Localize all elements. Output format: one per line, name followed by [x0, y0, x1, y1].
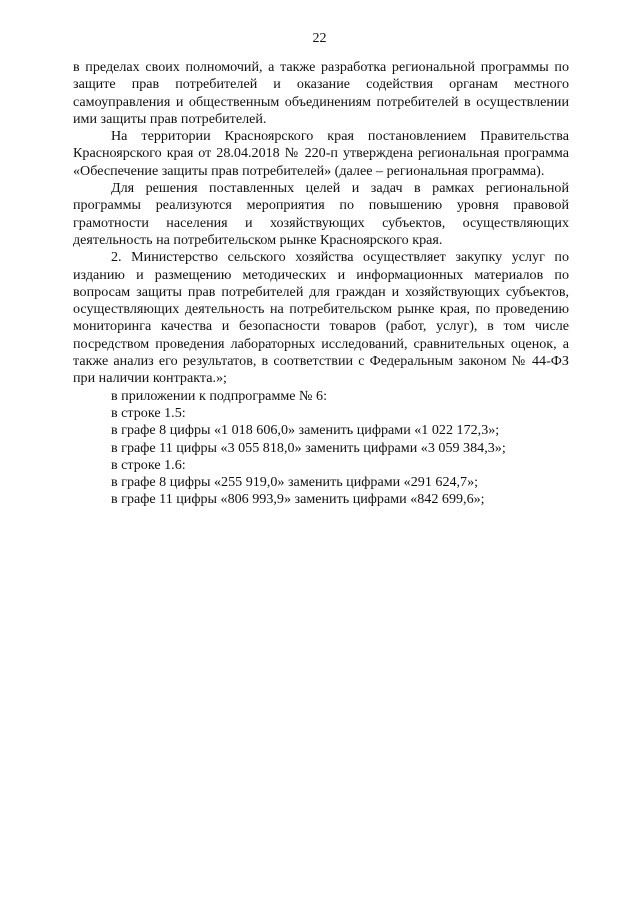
paragraph-regional-program: На территории Красноярского края постановлением Правительства Красноярского края от 28.04.2018 № 220-п утверждена региональная программа «Обеспечение защиты прав потребителей» (далее – региональная программа).: [73, 128, 569, 179]
amendment-line: в приложении к подпрограмме № 6:: [111, 387, 327, 404]
document-body: [73, 59, 569, 509]
amendment-line: в графе 8 цифры «255 919,0» заменить цифрами «291 624,7»;: [111, 474, 479, 491]
amendment-line: в строке 1.5:: [111, 404, 186, 421]
amendment-line: в строке 1.6:: [111, 456, 186, 473]
paragraph-continuation: в пределах своих полномочий, а также разработка региональной программы по защите прав потребителей и оказание содействия органам местного самоуправления и общественным объединениям потребителей в осуществлении ими защиты прав потребителей.: [73, 59, 569, 127]
amendment-line: в графе 8 цифры «1 018 606,0» заменить цифрами «1 022 172,3»;: [111, 422, 500, 439]
page-number: 22: [312, 31, 327, 46]
amendment-line: в графе 11 цифры «806 993,9» заменить цифрами «842 699,6»;: [111, 491, 485, 508]
paragraph-ministry-procurement: 2. Министерство сельского хозяйства осуществляет закупку услуг по изданию и размещению методических и информационных материалов по вопросам защиты прав потребителей для граждан и хозяйствующих субъектов, осуществляющих деятельность на потребительском рынке края, по проведению мониторинга качества и безопасности товаров (работ, услуг), в том числе посредством проведения лабораторных исследований, сравнительных оценок, а также анализ его результатов, в соответствии с Федеральным законом № 44-ФЗ при наличии контракта.»;: [73, 249, 569, 387]
amendment-line: в графе 11 цифры «3 055 818,0» заменить цифрами «3 059 384,3»;: [111, 439, 506, 456]
paragraph-program-measures: Для решения поставленных целей и задач в рамках региональной программы реализуются мероприятия по повышению уровня правовой грамотности населения и хозяйствующих субъектов, осуществляющих деятельность на потребительском рынке Красноярского края.: [73, 180, 569, 248]
